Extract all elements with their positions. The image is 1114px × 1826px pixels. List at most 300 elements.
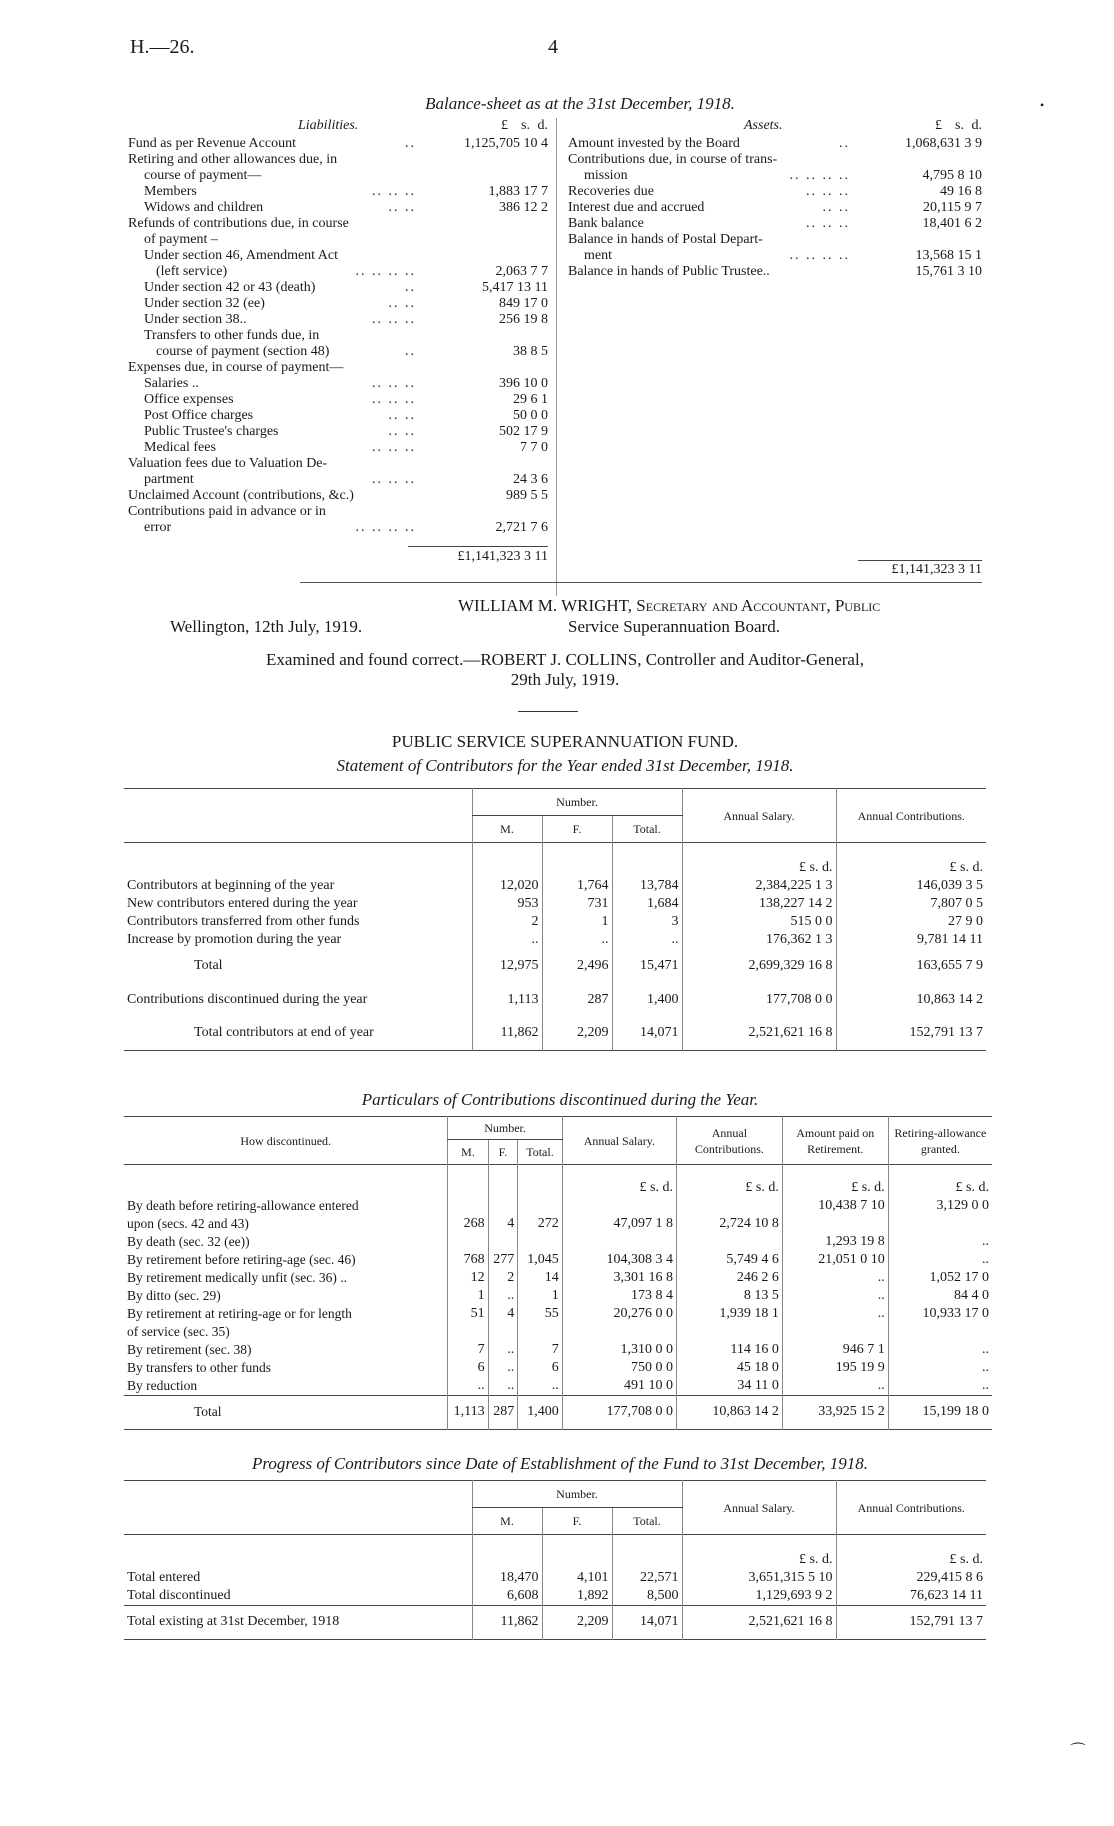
table-row xyxy=(124,1305,992,1323)
cell-m: .. xyxy=(448,1377,488,1396)
table-row xyxy=(124,1233,992,1251)
cell-m xyxy=(448,1233,488,1251)
liability-amount: 502 17 9 xyxy=(499,424,548,439)
examined-line-1: Examined and found correct.—ROBERT J. COLLINS, Controller and Auditor-General, xyxy=(266,650,864,669)
blank xyxy=(518,1165,562,1197)
liability-row xyxy=(128,392,548,408)
row-label: Total existing at 31st December, 1918 xyxy=(127,1614,340,1629)
table-row xyxy=(124,1197,992,1215)
asset-label: mission xyxy=(584,168,628,183)
asset-label: Interest due and accrued xyxy=(568,200,705,215)
progress-table-wrap xyxy=(124,1480,986,1640)
cell-m: 18,470 xyxy=(472,1569,542,1587)
asset-leader-dots: .. .. .. xyxy=(806,184,850,199)
cell-salary: 173 8 4 xyxy=(562,1287,676,1305)
units-salary: £ s. d. xyxy=(562,1165,676,1197)
cell-f: .. xyxy=(488,1359,518,1377)
liability-row xyxy=(128,232,548,248)
cell-f: 2,209 xyxy=(542,1017,612,1051)
liability-label: Transfers to other funds due, in xyxy=(144,328,320,343)
asset-row xyxy=(568,200,982,216)
table-row xyxy=(124,1359,992,1377)
liability-leader-dots: .. .. .. .. xyxy=(355,520,416,535)
total-row xyxy=(124,949,986,983)
cell-m xyxy=(448,1323,488,1341)
progress-header-contributions: Annual Contributions. xyxy=(836,1481,986,1535)
cell-salary: 3,301 16 8 xyxy=(562,1269,676,1287)
page-reference: H.—26. xyxy=(130,36,195,58)
asset-row xyxy=(568,136,982,152)
cell-contributions: 152,791 13 7 xyxy=(836,1605,986,1639)
liabilities-total: £1,141,323 3 11 xyxy=(457,549,548,564)
cell-granted: .. xyxy=(888,1359,992,1377)
liability-row xyxy=(128,200,548,216)
row-label: Total xyxy=(194,957,223,973)
row-label: Total discontinued xyxy=(127,1587,231,1603)
liability-leader-dots: .. .. xyxy=(388,424,416,439)
liability-leader-dots: .. .. xyxy=(388,408,416,423)
cell-contributions: 146,039 3 5 xyxy=(836,877,986,895)
cell-contributions: 114 16 0 xyxy=(677,1341,783,1359)
liabilities-lsd-header: £ s. d. xyxy=(501,118,548,133)
cell-contributions: 10,863 14 2 xyxy=(677,1395,783,1429)
cell-granted: .. xyxy=(888,1233,992,1251)
units-row xyxy=(124,843,986,877)
liability-row xyxy=(128,360,548,376)
row-label: By retirement medically unfit (sec. 36) .. xyxy=(127,1269,348,1285)
row-label: of service (sec. 35) xyxy=(127,1323,230,1339)
cell-m: 953 xyxy=(472,895,542,913)
liability-label: Public Trustee's charges xyxy=(144,424,279,439)
cell-m: 12,020 xyxy=(472,877,542,895)
liability-amount: 29 6 1 xyxy=(513,392,548,407)
page-number: 4 xyxy=(548,36,558,58)
assets-heading: Assets. xyxy=(744,118,783,133)
row-label: By ditto (sec. 29) xyxy=(127,1287,221,1303)
asset-leader-dots: .. .. .. xyxy=(806,216,850,231)
asset-leader-dots: .. .. .. .. xyxy=(789,248,850,263)
signature-line-2: Service Superannuation Board. xyxy=(568,617,780,636)
cell-paid: 195 19 9 xyxy=(782,1359,888,1377)
assets-column xyxy=(568,118,982,280)
cell-total xyxy=(518,1323,562,1341)
liability-leader-dots: .. .. .. xyxy=(372,440,416,455)
cell-total: 3 xyxy=(612,913,682,931)
blank xyxy=(472,843,542,877)
asset-label: Recoveries due xyxy=(568,184,654,199)
cell-paid: 33,925 15 2 xyxy=(782,1395,888,1429)
end-total-row xyxy=(124,1017,986,1051)
cell-total: 1,684 xyxy=(612,895,682,913)
cell-f: 2 xyxy=(488,1269,518,1287)
cell-total: 1,400 xyxy=(612,983,682,1017)
particulars-header-salary: Annual Salary. xyxy=(562,1117,676,1165)
cell-f: 2,496 xyxy=(542,949,612,983)
cell-f: 287 xyxy=(488,1395,518,1429)
cell-salary: 20,276 0 0 xyxy=(562,1305,676,1323)
liability-leader-dots: .. .. .. xyxy=(372,472,416,487)
units-granted: £ s. d. xyxy=(888,1165,992,1197)
cell-m: 11,862 xyxy=(472,1017,542,1051)
statement-body xyxy=(124,843,986,1051)
cell-total xyxy=(518,1197,562,1215)
cell-f: 2,209 xyxy=(542,1605,612,1639)
particulars-header-how: How discontinued. xyxy=(240,1133,332,1148)
asset-row xyxy=(568,184,982,200)
statement-table-wrap xyxy=(124,788,986,1051)
cell-f: 4 xyxy=(488,1305,518,1323)
cell-total: 8,500 xyxy=(612,1587,682,1606)
cell-granted: 1,052 17 0 xyxy=(888,1269,992,1287)
row-label: By death before retiring-allowance entered xyxy=(127,1197,359,1213)
cell-m: 768 xyxy=(448,1251,488,1269)
asset-label: Balance in hands of Postal Depart- xyxy=(568,232,763,247)
cell-f: 277 xyxy=(488,1251,518,1269)
blank xyxy=(488,1165,518,1197)
liability-label: Refunds of contributions due, in course xyxy=(128,216,349,231)
cell-salary: 1,310 0 0 xyxy=(562,1341,676,1359)
cell-f: .. xyxy=(488,1341,518,1359)
liability-amount: 1,125,705 10 4 xyxy=(464,136,548,151)
statement-header-total: Total. xyxy=(612,816,682,843)
statement-header-salary: Annual Salary. xyxy=(682,789,836,843)
row-label: New contributors entered during the year xyxy=(127,895,358,911)
cell-total: 13,784 xyxy=(612,877,682,895)
liability-label: Office expenses xyxy=(144,392,234,407)
cell-granted: 84 4 0 xyxy=(888,1287,992,1305)
liability-label: Expenses due, in course of payment— xyxy=(128,360,344,375)
blank xyxy=(124,1535,472,1569)
cell-m: 12 xyxy=(448,1269,488,1287)
cell-m: 268 xyxy=(448,1215,488,1233)
liability-row xyxy=(128,264,548,280)
progress-header-number: Number. xyxy=(472,1481,682,1508)
liability-label: Medical fees xyxy=(144,440,216,455)
row-label: Increase by promotion during the year xyxy=(127,931,342,947)
signature-line-1: WILLIAM M. WRIGHT, Secretary and Accountant, Public xyxy=(458,596,881,615)
asset-label: Balance in hands of Public Trustee.. xyxy=(568,264,770,279)
liability-label: (left service) xyxy=(156,264,228,279)
table-row xyxy=(124,913,986,931)
liability-row xyxy=(128,168,548,184)
liabilities-list xyxy=(128,136,548,536)
statement-header-number: Number. xyxy=(472,789,682,816)
cell-contributions xyxy=(677,1323,783,1341)
cell-f xyxy=(488,1323,518,1341)
liability-leader-dots: .. .. .. xyxy=(372,392,416,407)
particulars-header-m: M. xyxy=(448,1140,488,1165)
liability-row xyxy=(128,312,548,328)
cell-contributions: 229,415 8 6 xyxy=(836,1569,986,1587)
cell-contributions: 45 18 0 xyxy=(677,1359,783,1377)
liabilities-heading: Liabilities. xyxy=(298,118,359,133)
units-contrib: £ s. d. xyxy=(677,1165,783,1197)
blank xyxy=(124,1165,448,1197)
cell-granted: 3,129 0 0 xyxy=(888,1197,992,1215)
table-row xyxy=(124,1587,986,1606)
blank xyxy=(124,843,472,877)
cell-granted: .. xyxy=(888,1251,992,1269)
cell-total: 272 xyxy=(518,1215,562,1233)
row-label: By transfers to other funds xyxy=(127,1359,271,1375)
table-row xyxy=(124,895,986,913)
cell-salary: 104,308 3 4 xyxy=(562,1251,676,1269)
asset-label: Amount invested by the Board xyxy=(568,136,740,151)
asset-leader-dots: .. .. xyxy=(822,200,850,215)
cell-contributions: 34 11 0 xyxy=(677,1377,783,1396)
liability-amount: 24 3 6 xyxy=(513,472,548,487)
cell-m: 1,113 xyxy=(448,1395,488,1429)
asset-leader-dots: .. xyxy=(839,136,850,151)
liability-amount: 5,417 13 11 xyxy=(482,280,548,295)
cell-total: 1 xyxy=(518,1287,562,1305)
liability-label: Unclaimed Account (contributions, &c.) xyxy=(128,488,354,503)
balance-divider xyxy=(556,118,557,596)
cell-contributions: 27 9 0 xyxy=(836,913,986,931)
cell-salary: 3,651,315 5 10 xyxy=(682,1569,836,1587)
table-row xyxy=(124,1377,992,1396)
cell-m: 2 xyxy=(472,913,542,931)
cell-paid: .. xyxy=(782,1305,888,1323)
liability-row xyxy=(128,520,548,536)
liability-leader-dots: .. .. .. xyxy=(372,184,416,199)
liability-label: partment xyxy=(144,472,194,487)
cell-f: 1 xyxy=(542,913,612,931)
units-row xyxy=(124,1535,986,1569)
liability-label: Retiring and other allowances due, in xyxy=(128,152,338,167)
liability-leader-dots: .. xyxy=(405,136,416,151)
particulars-header-number: Number. xyxy=(448,1117,562,1140)
cell-contributions xyxy=(677,1197,783,1215)
liability-row xyxy=(128,456,548,472)
row-label: By retirement at retiring-age or for length xyxy=(127,1305,352,1321)
cell-salary: 176,362 1 3 xyxy=(682,931,836,949)
liability-label: course of payment (section 48) xyxy=(156,344,330,359)
cell-m: 6,608 xyxy=(472,1587,542,1606)
cell-contributions: 10,863 14 2 xyxy=(836,983,986,1017)
section-separator xyxy=(518,711,578,712)
cell-f: 4 xyxy=(488,1215,518,1233)
cell-granted: 15,199 18 0 xyxy=(888,1395,992,1429)
liability-amount: 2,063 7 7 xyxy=(495,264,548,279)
cell-paid: 946 7 1 xyxy=(782,1341,888,1359)
table-row xyxy=(124,1341,992,1359)
blank xyxy=(472,1535,542,1569)
liability-row xyxy=(128,280,548,296)
liability-label: Under section 32 (ee) xyxy=(144,296,265,311)
cell-paid: .. xyxy=(782,1269,888,1287)
asset-amount: 18,401 6 2 xyxy=(922,216,982,231)
asset-leader-dots: .. .. .. .. xyxy=(789,168,850,183)
asset-amount: 49 16 8 xyxy=(940,184,982,199)
statement-header-blank xyxy=(124,789,472,843)
cell-salary: 177,708 0 0 xyxy=(562,1395,676,1429)
cell-total: 55 xyxy=(518,1305,562,1323)
margin-scratch-mark: ⌒ xyxy=(1070,1743,1087,1760)
particulars-header-paid: Amount paid on Retirement. xyxy=(782,1117,888,1165)
liability-leader-dots: .. xyxy=(405,280,416,295)
asset-amount: 4,795 8 10 xyxy=(922,168,982,183)
cell-granted: .. xyxy=(888,1341,992,1359)
units-row xyxy=(124,1165,992,1197)
cell-contributions: 7,807 0 5 xyxy=(836,895,986,913)
liability-label: Widows and children xyxy=(144,200,264,215)
liability-amount: 989 5 5 xyxy=(506,488,548,503)
liability-label: error xyxy=(144,520,172,535)
cell-salary xyxy=(562,1197,676,1215)
cell-m xyxy=(448,1197,488,1215)
liability-amount: 849 17 0 xyxy=(499,296,548,311)
liability-label: Under section 38.. xyxy=(144,312,247,327)
liability-amount: 38 8 5 xyxy=(513,344,548,359)
cell-contributions: 2,724 10 8 xyxy=(677,1215,783,1233)
cell-total: .. xyxy=(612,931,682,949)
cell-salary xyxy=(562,1233,676,1251)
cell-salary: 2,521,621 16 8 xyxy=(682,1017,836,1051)
cell-contributions xyxy=(677,1233,783,1251)
cell-contributions: 1,939 18 1 xyxy=(677,1305,783,1323)
liability-row xyxy=(128,408,548,424)
cell-paid xyxy=(782,1215,888,1233)
units-paid: £ s. d. xyxy=(782,1165,888,1197)
cell-paid xyxy=(782,1323,888,1341)
liability-row xyxy=(128,424,548,440)
table-row xyxy=(124,1215,992,1233)
asset-row xyxy=(568,216,982,232)
units-contrib: £ s. d. xyxy=(836,843,986,877)
cell-contributions: 246 2 6 xyxy=(677,1269,783,1287)
liability-amount: 256 19 8 xyxy=(499,312,548,327)
liability-amount: 50 0 0 xyxy=(513,408,548,423)
cell-paid: .. xyxy=(782,1287,888,1305)
row-label: upon (secs. 42 and 43) xyxy=(127,1215,249,1231)
table-row xyxy=(124,1251,992,1269)
particulars-title: Particulars of Contributions discontinued during the Year. xyxy=(361,1090,759,1109)
assets-list xyxy=(568,136,982,280)
liability-label: course of payment— xyxy=(144,168,262,183)
liability-row xyxy=(128,184,548,200)
asset-row xyxy=(568,168,982,184)
cell-m: 51 xyxy=(448,1305,488,1323)
table-row xyxy=(124,931,986,949)
statement-header-contributions: Annual Contributions. xyxy=(836,789,986,843)
asset-row xyxy=(568,264,982,280)
table-row xyxy=(124,1569,986,1587)
progress-title: Progress of Contributors since Date of Establishment of the Fund to 31st December, 1918. xyxy=(252,1454,868,1473)
cell-salary: 750 0 0 xyxy=(562,1359,676,1377)
liability-leader-dots: .. xyxy=(405,344,416,359)
table-row xyxy=(124,1269,992,1287)
cell-f: 731 xyxy=(542,895,612,913)
cell-contributions: 8 13 5 xyxy=(677,1287,783,1305)
blank xyxy=(542,843,612,877)
cell-m: 6 xyxy=(448,1359,488,1377)
liability-label: Contributions paid in advance or in xyxy=(128,504,326,519)
particulars-header-contributions: Annual Contributions. xyxy=(677,1117,783,1165)
assets-lsd-header: £ s. d. xyxy=(935,118,982,133)
liability-row xyxy=(128,504,548,520)
units-salary: £ s. d. xyxy=(682,843,836,877)
liability-row xyxy=(128,136,548,152)
liability-label: Members xyxy=(144,184,197,199)
cell-m: 1,113 xyxy=(472,983,542,1017)
cell-contributions: 163,655 7 9 xyxy=(836,949,986,983)
liabilities-total-rule xyxy=(408,546,548,547)
progress-body xyxy=(124,1535,986,1640)
row-label: By retirement before retiring-age (sec. 46) xyxy=(127,1251,356,1267)
liability-row xyxy=(128,488,548,504)
liability-amount: 7 7 0 xyxy=(520,440,548,455)
discontinued-row xyxy=(124,983,986,1017)
cell-salary: 177,708 0 0 xyxy=(682,983,836,1017)
row-label: Contributions discontinued during the year xyxy=(127,991,368,1007)
liability-leader-dots: .. .. .. xyxy=(372,312,416,327)
place-date: Wellington, 12th July, 1919. xyxy=(170,617,363,636)
liability-label: Under section 46, Amendment Act xyxy=(144,248,339,263)
total-row xyxy=(124,1605,986,1639)
liabilities-column xyxy=(128,118,548,565)
asset-amount: 13,568 15 1 xyxy=(915,248,982,263)
liability-leader-dots: .. .. .. xyxy=(372,376,416,391)
blank xyxy=(448,1165,488,1197)
cell-salary: 515 0 0 xyxy=(682,913,836,931)
cell-contributions: 152,791 13 7 xyxy=(836,1017,986,1051)
cell-paid: 1,293 19 8 xyxy=(782,1233,888,1251)
progress-header-f: F. xyxy=(542,1508,612,1535)
row-label: By death (sec. 32 (ee)) xyxy=(127,1233,250,1249)
cell-total: 1,400 xyxy=(518,1395,562,1429)
cell-f: 4,101 xyxy=(542,1569,612,1587)
liability-row xyxy=(128,296,548,312)
cell-salary xyxy=(562,1323,676,1341)
cell-f xyxy=(488,1197,518,1215)
cell-paid: .. xyxy=(782,1377,888,1396)
liability-amount: 396 10 0 xyxy=(499,376,548,391)
liability-label: Valuation fees due to Valuation De- xyxy=(128,456,328,471)
units-salary: £ s. d. xyxy=(682,1535,836,1569)
row-label: Contributors transferred from other funds xyxy=(127,913,360,929)
cell-granted xyxy=(888,1323,992,1341)
blank xyxy=(612,1535,682,1569)
row-label: Total contributors at end of year xyxy=(194,1025,374,1041)
cell-total: 22,571 xyxy=(612,1569,682,1587)
particulars-header-granted: Retiring-allowance granted. xyxy=(888,1117,992,1165)
liability-label: Salaries .. xyxy=(144,376,199,391)
fund-title: PUBLIC SERVICE SUPERANNUATION FUND. xyxy=(391,732,739,751)
liability-label: of payment – xyxy=(144,232,218,247)
asset-label: ment xyxy=(584,248,612,263)
liability-row xyxy=(128,328,548,344)
total-row xyxy=(124,1395,992,1429)
cell-m: 1 xyxy=(448,1287,488,1305)
row-label: Total entered xyxy=(127,1569,201,1585)
progress-header-m: M. xyxy=(472,1508,542,1535)
asset-row xyxy=(568,152,982,168)
progress-header-total: Total. xyxy=(612,1508,682,1535)
blank xyxy=(542,1535,612,1569)
cell-total: 14 xyxy=(518,1269,562,1287)
liability-row xyxy=(128,440,548,456)
balance-sheet-title: Balance-sheet as at the 31st December, 1918. xyxy=(425,94,735,113)
progress-header-blank xyxy=(124,1481,472,1535)
asset-row xyxy=(568,248,982,264)
liability-row xyxy=(128,344,548,360)
statement-header-m: M. xyxy=(472,816,542,843)
cell-granted xyxy=(888,1215,992,1233)
cell-f xyxy=(488,1233,518,1251)
liability-amount: 1,883 17 7 xyxy=(488,184,548,199)
row-label: By retirement (sec. 38) xyxy=(127,1341,252,1357)
